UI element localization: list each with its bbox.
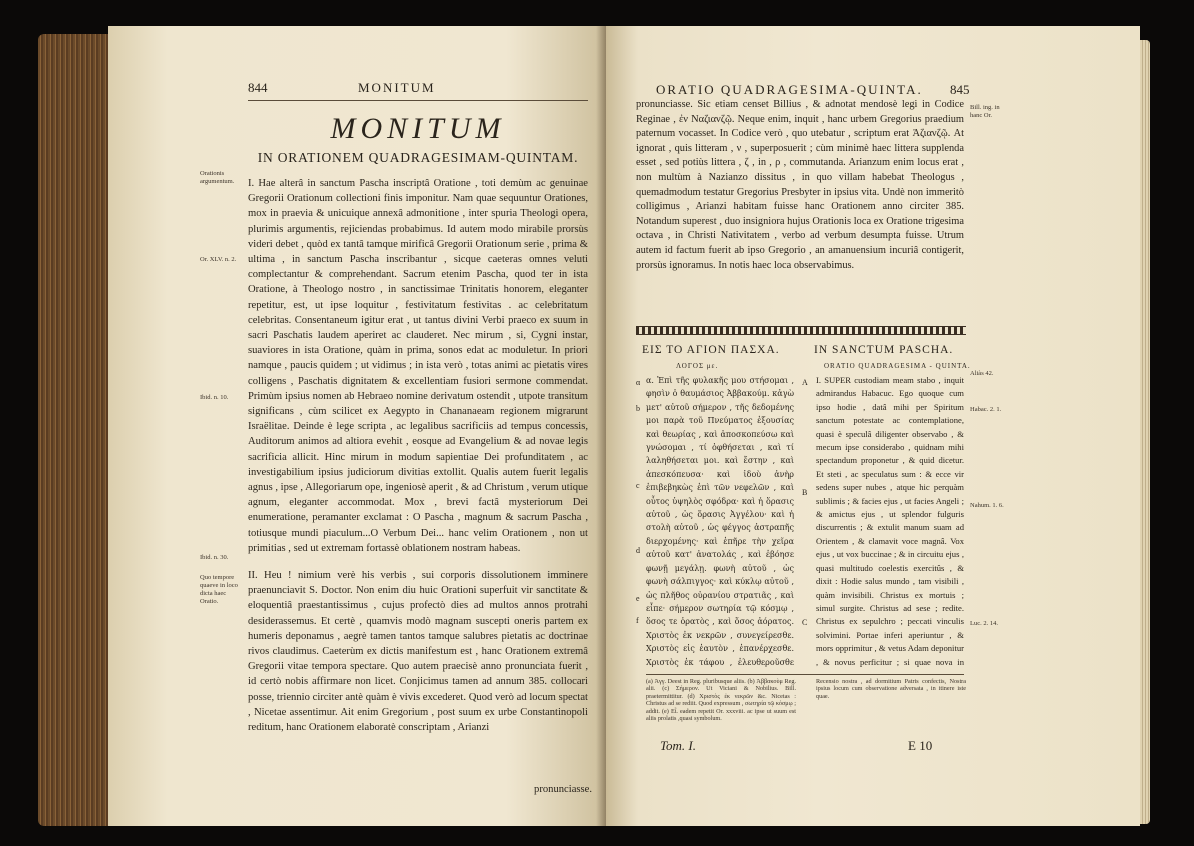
- margin-note-habac: Habac. 2. 1.: [970, 406, 1002, 413]
- margin-note-1: Orationis argumentum.: [200, 170, 235, 185]
- page-title: MONITUM: [330, 112, 506, 145]
- greek-column: α. Ἐπὶ τῆς φυλακῆς μου στήσομαι , φησὶν ὁ θαυμάσιος Ἀββακούμ. κἀγὼ μετ' αὐτοῦ σήμερον , τῆς δεδομένης μοι παρὰ τοῦ Πνεύματος ἐξουσίας καὶ θεωρίας , καὶ ἀποσκοπεύσω καὶ γνώσομαι , τί ὀφθήσεται , καὶ τί λαληθήσεται μοι. καὶ ἔστην , καὶ ἀπεσκόπευσα· καὶ ἰδοὺ ἀνὴρ ἐπιβεβηκὼς ἐπὶ τῶν νεφελῶν , καὶ οὗτος ὑψηλὸς σφόδρα· καὶ ἡ ὅρασις αὐτοῦ , ὡς ὅρασις Ἀγγέλου· καὶ ἡ στολὴ αὐτοῦ , ὡς φέγγος ἀστραπῆς διερχομένης· καὶ ἐπῆρε τὴν χεῖρα αὐτοῦ κατ' ἀνατολάς , καὶ ἐβόησε φωνῇ μεγάλῃ. φωνὴ αὐτοῦ , ὡς φωνὴ σάλπιγγος· καὶ κύκλῳ αὐτοῦ , ὡς πλῆθος οὐρανίου στρατιᾶς , καὶ εἶπε· σήμερον σωτηρία τῷ κόσμῳ , ὅσος τε ὁρατὸς , καὶ ὅσος ἀόρατος. Χριστὸς ἐκ νεκρῶν , συνεγείρεσθε. Χριστὸς εἰς ἑαυτὸν , ἐπανέρχεσθε. Χριστὸς ἐκ τάφου , ἐλευθεροῦσθε: [646, 376, 794, 667]
- margin-note-4: Ibid. n. 30.: [200, 554, 229, 561]
- margin-note-billius: Bill. ing. in hanc Or.: [970, 104, 1000, 119]
- running-head-right: ORATIO QUADRAGESIMA-QUINTA.: [656, 82, 923, 97]
- mid-letter-c: C: [802, 618, 808, 627]
- left-page: [108, 26, 606, 826]
- catchword: pronunciasse.: [534, 784, 592, 795]
- margin-note-3: Ibid. n. 10.: [200, 394, 229, 401]
- monitum-paragraph-2: II. Heu ! nimium verè his verbis , sui corporis dissolutionem imminere praenunciavit S. Doctor. Non enim diu huic Orationi superfuit vir sanctitate & eloquentiâ praestantissimus , cujus profectò dies ad multos annos protrahi desiderassemus. Et certè , quamvis modò magnam suscepti oneris partem ex humeris deponamus , aegrè tamen tantos tamque salubres pietatis ac doctrinae rivos claudimus. Caeterùm ex dictis manifestum est , hanc Orationem extremâ Gregorii vitae tempora spectare. Quo autem praecisè anno pronunciata fuerit , id certò nobis affirmare non licet. Conjicimus tamen ad annum 385. collocari posse, triennio circiter antè quàm è vivis excederet. Quod verò ad locum spectat , Nicetae assentimur. Ait enim Gregorium , post suum ex urbe Constantinopoli reditum, hanc Orationem elaboratè conscriptam , Arianzi: [248, 570, 588, 734]
- mid-letter-b: B: [802, 488, 808, 497]
- line-letter-a: α: [636, 378, 641, 387]
- ornament-band: [636, 326, 966, 335]
- header-rule: [248, 100, 588, 101]
- margin-note-nahum: Nahum. 1. 6.: [970, 502, 1004, 509]
- greek-footnotes: (a) Ἀγγ. Deest in Reg. pluribusque aliis. (b) Ἀββακοὺμ Reg. alii. (c) Σήμερον. Ut Viciani & Nobilius. Bill. praetermittitur. (d) Χριστὸς ἐκ νεκρῶν &c. Nicetas : Christus ad se rediit. Quod expressum , σωτηρία τῷ κόσμῳ ; addit. (e) Εἶ. eadem repetit Or. xxxviii. ac ipse ut suum est aliis prolatis ,quasi symbolum.: [646, 678, 796, 723]
- signature-mark: E 10: [908, 738, 933, 753]
- greek-subheading: ΛΟΓΟΣ με.: [676, 362, 719, 370]
- line-letter-f: f: [636, 616, 639, 625]
- right-page: [606, 26, 1140, 826]
- volume-mark: Tom. I.: [660, 738, 697, 753]
- margin-note-2: Or. XLV. n. 2.: [200, 256, 237, 263]
- page-subtitle: IN ORATIONEM QUADRAGESIMAM-QUINTAM.: [257, 150, 579, 165]
- monitum-continuation: pronunciasse. Sic etiam censet Billius , & adnotat mendosè legi in Codice Reginae , ἐν Ναζιανζῷ. Neque enim, inquit , hanc urbem Gregorius praedium paternum vocasset. In Codice verò , quo utebatur , scriptum erat Ἀζιανζῷ. At ignorat , quis litteram , ν , superposuerit ; cùm minimè haec littera supplenda esset , sed potiùs littera , ζ , in , ρ , commutanda. Arianzum enim locus erat , non multùm à Nazianzo dissitus , in quo villam habebat Theologus , quemadmodum testatur Gregorius Presbyter in ipsius vita. Undè non immeritò colligimus , Arianzi habitam fuisse hanc Orationem anno circiter 385. Notandum superest , duo insigniora hujus Orationis loca ex Oratione trigesima octava , in Christi Nativitatem , verbo ad verbum desumpta fuisse. Utrum autem id factum fuerit ab ipso Gregorio , an amanuensium incuriâ contigerit, prorsùs ignoramus. In notis haec loca observabimus.: [636, 99, 964, 271]
- latin-column: I. SUPER custodiam meam stabo , inquit admirandus Habacuc. Ego quoque cum ipso hodie , datâ mihi per Spiritum sanctum potestate ac contemplatione, quasi è speculâ diligenter observabo , & mecum ipse considerabo , quidnam mihi spectandum proponetur , & quid dicetur. Et steti , ac speculatus sum : & ecce vir sedens super nubes , atque hic perquàm sublimis ; & facies ejus , ut facies Angeli ; & amictus ejus , ut splendor fulguris discurrentis ; & extulit manum suam ad Orientem , & clamavit voce magnâ. Vox ejus , ut vox buccinae ; & in circuitu ejus , quasi multitudo coelestis exercitûs , & dixit : Hodie salus mundo , tam visibili , quàm invisibili. Christus ex mortuis ; simul surgite. Christus ad sese ; redite. Christus ex sepulchro ; peccati vinculis solvimini. Portae inferi aperiuntur , & mors opprimitur , & vetus Adam deponitur , & novus perficitur ; si quae nova in: [816, 375, 964, 667]
- page-number-left: 844: [248, 80, 268, 95]
- latin-footnotes: Recensio nostra , ad dormitium Patris confectis, Nostra ipsius locum cum observatione adversata , in itinere iste quae.: [816, 678, 966, 700]
- running-head-left: MONITUM: [358, 80, 436, 95]
- margin-note-luc: Luc. 2. 14.: [970, 620, 998, 627]
- margin-note-alias: Aliàs 42.: [970, 370, 994, 377]
- page-number-right: 845: [950, 82, 970, 97]
- line-letter-b: b: [636, 404, 640, 413]
- margin-note-5: Quo tempore quaeve in loco dicta haec Oratio.: [200, 574, 238, 605]
- book-edge-left: [38, 34, 112, 826]
- line-letter-d: d: [636, 546, 640, 555]
- mid-letter-a: A: [802, 378, 808, 387]
- latin-heading: IN SANCTUM PASCHA.: [814, 344, 954, 356]
- monitum-paragraph-1: I. Hae alterâ in sanctum Pascha inscriptâ Oratione , toti demùm ac genuinae Gregorii Orationum collectioni finis imponitur. Nam quae sequuntur Orationes, mox in praevia & unicuique annexâ admonitione , inter spuria Theologi opera, plurimis argumentis, rejiciendas probabimus. Id autem modo mirabile prorsùs videri debet , quòd ex tantâ tamque mirificâ Gregorii Orationum serie , prima & ultima , in sanctum Pascha inscribantur , sicque caeteras omnes veluti complectantur & comprehendant. Sacrum etenim Pascha, quod ter in ista Oratione, à Theologo nostro , in sanctissimae Trinitatis honorem, eleganter repetitur, est, ut ipse loquitur , festivitatum festivitas . ac celebritatum celebritas. Consentaneum igitur erat , ut tantus divini Verbi praeco ex suum in sacri Paschatis laudem aperiret ac clauderet. Nec mirum , si, Cygni instar, suaviores in ista Oratione, quàm in prima, sonos edat ac moduletur. In priori namque , paucis quidem ; ut vidimus ; in ista verò , totas animi ac pietatis vires colligens , Paschatis dignitatem & excellentiam fusiori sermone commendat. Primùm ipsius nomen ab Hebraeo nomine derivatum ostendit , utpote transitum significans , cùm scilicet ex Aegypto in Chananaeam regionem migrarunt Israëlitae. Deinde è lege scripta , ac legalibus sacrificiis ad tempus concessis, Auditorum animos ad altiora evehit , eosque ad Evangelium & ad novae legis sacrificia allicit. Hinc mirum in modum sapientiae Dei profunditatem , ac investigabilium ipsius judiciorum divitias extollit. Qualis autem fuerit legalis agnus , ipse , Allegoriarum ope, ingeniosè aperit , & ad Christum , verum utique agnum, eleganter accommodat. Mox , brevi factâ mysteriorum Dei enumeratione, peramanter exclamat : O Pascha , magnum & sacrum Pascha , totiusque mundi piaculum...O Verbum Dei... hanc velim Orationem , non ut primitias , sed ut extremam fortassè oblationem nostram habeas.: [248, 178, 588, 554]
- footnote-rule: [646, 674, 964, 675]
- greek-heading: ΕΙΣ ΤΟ ΑΓΙΟΝ ΠΑΣΧΑ.: [642, 344, 780, 356]
- line-letter-e: e: [636, 594, 640, 603]
- latin-subheading: ORATIO QUADRAGESIMA - QUINTA.: [824, 362, 971, 370]
- line-letter-c: c: [636, 481, 640, 490]
